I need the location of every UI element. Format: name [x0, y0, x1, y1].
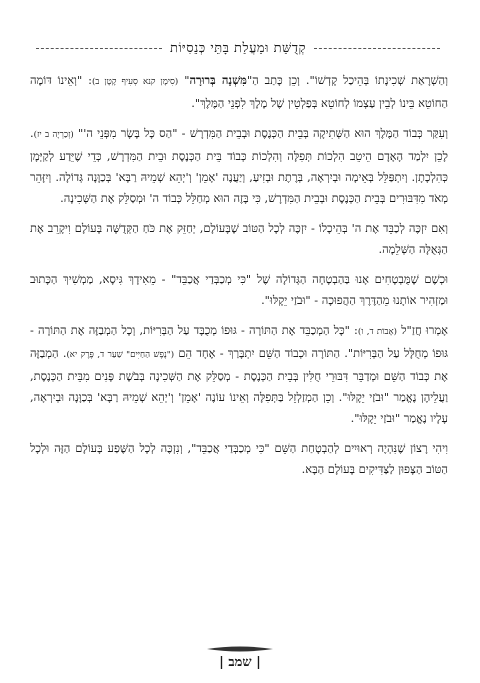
- text-run: וְעִקַּר כְּבוֹד הַמֶּלֶךְ הוּא הַשְּׁתִיקָה בְּבֵית הַכְּנֶסֶת וּבְבֵית הַמִּדְרָשׁ - "הַס כָּל בָּשָׂר מִפְּנֵי ה'": [73, 126, 449, 140]
- book-title: מִּשְׁנָה בְּרוּרָה: [189, 73, 247, 87]
- paragraph: [30, 438, 448, 480]
- text-run: : "כָּל הַמְכַבֵּד אֶת הַתּוֹרָה - גּוּפוֹ מְכֻבָּד עַל הַבְּרִיּוֹת, וְכָל הַמְבַזֶּה אֶת הַתּוֹרָה - גּוּפוֹ מְחֻלָּל עַל הַבְּרִיּוֹת". הַתּוֹרָה וּכְבוֹד הַשֵּׁם יִתְבָּרַךְ - אֶחָד הֵם: [30, 323, 448, 360]
- source-citation: (זְכַרְיָה ב יז): [33, 130, 74, 140]
- source-citation: ("נֶפֶשׁ הַחַיִּים" שַׁעַר ד, פֶּרֶק יא): [66, 350, 175, 360]
- paragraph: [30, 70, 448, 114]
- paragraph: [30, 218, 448, 260]
- text-run: וִיהִי רָצוֹן שֶׁנִּהְיֶה רְאוּיִים לְהַבְטָחַת הַשֵּׁם "כִּי מְכַבְּדַי אֲכַבֵּד", וְנִזְכֶּה לְכָל הַשֶּׁפַע בָּעוֹלָם הַזֶּה וּלְכָל הַטּוֹב הַצָּפוּן לַצַּדִּיקִים בָּעוֹלָם הַבָּא.: [30, 441, 448, 476]
- text-run: ": [178, 73, 190, 87]
- source-citation: (סִימָן קנא סְעִיף קָטָן ב): [91, 77, 179, 87]
- chapter-title: קְדֻשַּׁת וּמַעֲלַת בָּתֵּי כְּנֵסִיּוֹת: [170, 41, 306, 56]
- paragraph: [30, 320, 448, 429]
- text-run: וְאִם יִזְכֶּה לְכַבֵּד אֶת ה' בְּהֵיכָלוֹ - יִזְכֶּה לְכָל הַטּוֹב שֶׁבָּעוֹלָם, יְחַזֵּק אֶת כֹּחַ הַקְּדֻשָּׁה בָּעוֹלָם וִיקָרֵב אֶת הַגְּאֻלָּה הַשְּׁלֵמָה.: [30, 221, 448, 256]
- header-rule-right: [314, 48, 440, 49]
- text-run: וְהַשְׁרָאַת שְׁכִינָתוֹ בְּהֵיכַל קָדְשׁוֹ". וְכֵן כָּתַב הַ": [246, 73, 448, 87]
- body-text: [30, 70, 448, 489]
- running-header: [28, 40, 448, 56]
- text-run: . הַמְבַזֶּה אֶת כְּבוֹד הַשֵּׁם וּמְדַבֵּר דִּבּוּרֵי חֻלִּין בְּבֵית הַכְּנֶסֶת - מְסַלֵּק אֶת הַשְּׁכִינָה בְּבֹשֶׁת פָּנִים מִבֵּית הַכְּנֶסֶת, וַעֲלֵיהֶן נֶאֱמַר "וּבֹזַי יֵקָלּוּ". וְכֵן הַמְזַלְזֵל בַּתְּפִלָּה וְאֵינוֹ עוֹנֶה 'אָמֵן' וְ'יְהֵא שְׁמֵיהּ רַבָּא' בְּכַוָּנָה וּבְיִרְאָה, עָלָיו נֶאֱמַר "וּבֹזַי יֵקָלּוּ".: [30, 346, 448, 425]
- divider-ornament-icon: [205, 645, 275, 653]
- source-citation: (אָבוֹת ד, ו): [357, 327, 398, 337]
- text-run: וּכְשֶׁם שֶׁמֻּבְטָחִים אָנוּ בַּהַבְטָחָה הַגְּדוֹלָה שֶׁל "כִּי מְכַבְּדַי אֲכַבֵּד" - מֵאִידָךְ גִּיסָא, מַמְשִׁיךְ הַכָּתוּב וּמַזְהִיר אוֹתָנוּ מֵהַדֶּרֶךְ הַהֲפוּכָה - "וּבֹזַי יֵקָלּוּ".: [30, 272, 448, 307]
- page-number: | שמב |: [219, 655, 261, 670]
- text-run: אָמְרוּ חֲזַ"ל: [397, 323, 448, 337]
- text-run: : "וְאֵינוֹ דּוֹמֶה הַחוֹטֵא בֵּינוֹ לְבֵין עַצְמוֹ לְחוֹטֵא בְּפַלְטֵין שֶׁל מֶלֶךְ לִפְנֵי הַמֶּלֶךְ".: [30, 73, 448, 110]
- paragraph: [30, 269, 448, 311]
- header-rule-left: [36, 48, 162, 49]
- text-run: . לָכֵן יִלְמַד הָאָדָם הֵיטֵב הִלְכוֹת תְּפִלָּה וְהִלְכוֹת כְּבוֹד בֵּית הַכְּנֶסֶת וּבֵית הַמִּדְרָשׁ, כְּדֵי שֶׁיֵּדַע לְקַיְּמָן כְּהִלְכָתָן. וְיִתְפַּלֵּל בְּאֵימָה וּבְיִרְאָה, בְּרֶתֶת וּבְזִיעַ, וְיַעֲנֶה 'אָמֵן' וְ'יְהֵא שְׁמֵיהּ רַבָּא' בְּכַוָּנָה גְּדוֹלָה. וְיִזָּהֵר מְאֹד מִדִּבּוּרִים בְּבֵית הַכְּנֶסֶת וּבְבֵית הַמִּדְרָשׁ, כִּי בָּזֶה הוּא מְחַלֵּל כְּבוֹד ה' וּמְסַלֵּק אֶת הַשְּׁכִינָה.: [30, 126, 448, 205]
- paragraph: [30, 123, 448, 209]
- end-ornament: [0, 645, 480, 653]
